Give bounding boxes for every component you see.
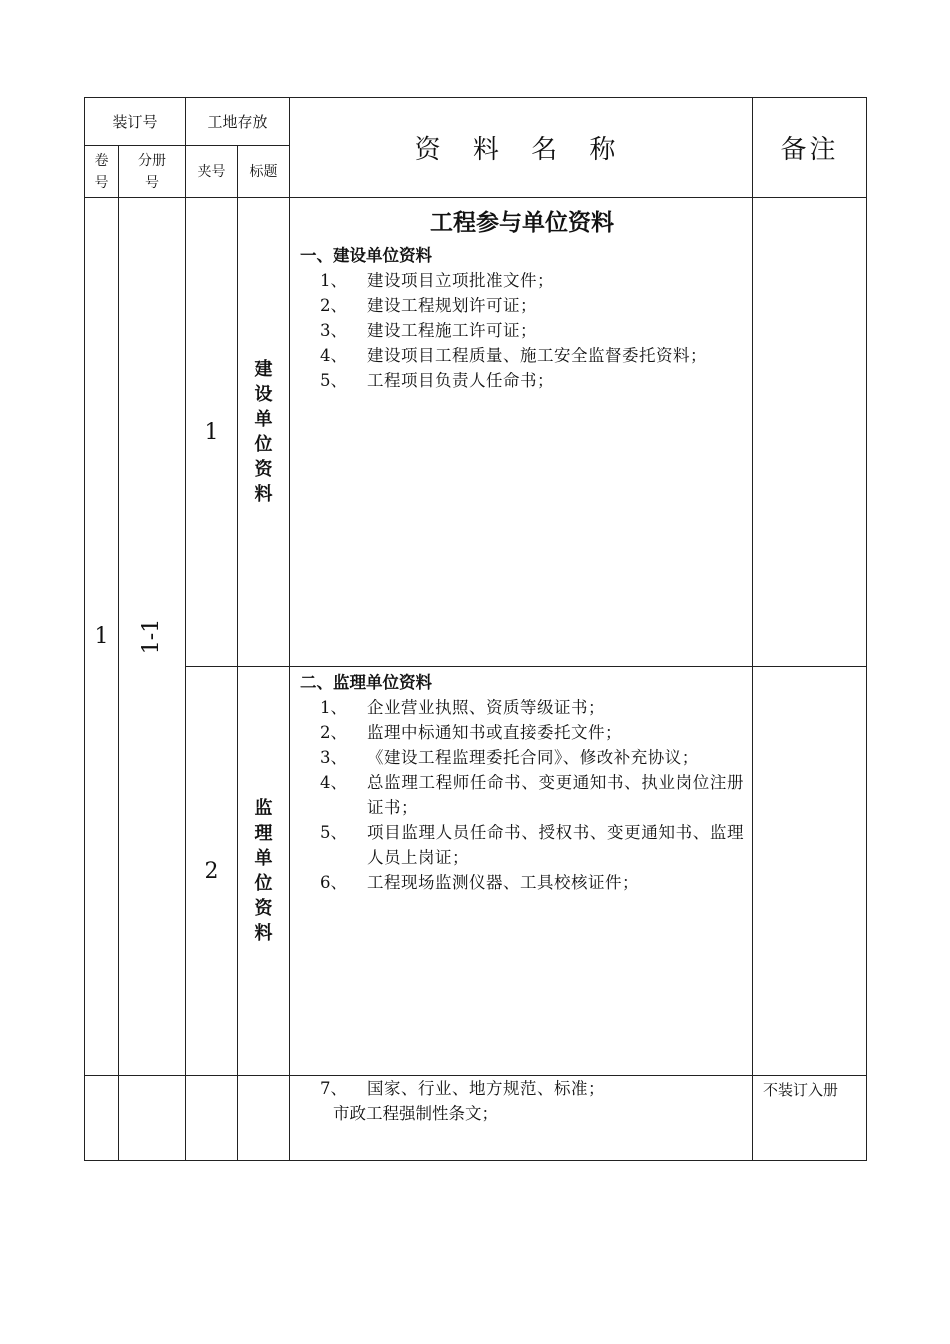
- section3-content: [290, 1076, 753, 1161]
- volume-number: 1: [85, 198, 119, 1076]
- empty-cell: [238, 1076, 290, 1161]
- volume-no-header: 卷号: [85, 146, 119, 198]
- label-header: 标题: [238, 146, 290, 198]
- list-item: 7、 国家、行业、地方规范、标准；: [320, 1079, 606, 1098]
- section2-content: [290, 667, 753, 1076]
- subvolume-number-cell: [119, 198, 186, 1076]
- list-item: 1、 企业营业执照、资质等级证书；: [320, 698, 606, 717]
- extra-line: 市政工程强制性条文；: [333, 1104, 499, 1123]
- doc-name-header: 资 料 名 称: [290, 98, 753, 198]
- list-item: 2、 建设工程规划许可证；: [320, 296, 538, 315]
- section1-label: 建设单位资料: [254, 359, 273, 505]
- subvolume-no-header: 分册号: [119, 146, 186, 198]
- list-item: 1、 建设项目立项批准文件；: [320, 271, 555, 290]
- binding-no-header: 装订号: [85, 98, 186, 146]
- list-item: 4、 建设项目工程质量、施工安全监督委托资料；: [320, 346, 708, 365]
- section1-heading: 一、建设单位资料: [300, 246, 433, 265]
- archive-ledger-table: [84, 97, 867, 1161]
- empty-cell: [119, 1076, 186, 1161]
- remark-cell-1: [753, 198, 867, 667]
- list-item: 5、 工程项目负责人任命书；: [320, 371, 555, 390]
- label-cell-1: [238, 198, 290, 667]
- list-item: 5、 项目监理人员任命书、授权书、变更通知书、监理人员上岗证；: [320, 823, 745, 867]
- section2-heading: 二、监理单位资料: [300, 673, 433, 692]
- folder-no-header: 夹号: [186, 146, 238, 198]
- site-storage-header: 工地存放: [186, 98, 290, 146]
- section2-label: 监理单位资料: [254, 798, 273, 944]
- main-title: 工程参与单位资料: [430, 210, 615, 236]
- section3-remark: 不装订入册: [753, 1076, 867, 1161]
- section1-content: [290, 198, 753, 667]
- empty-cell: [186, 1076, 238, 1161]
- list-item: 3、 建设工程施工许可证；: [320, 321, 538, 340]
- list-item: 4、 总监理工程师任命书、变更通知书、执业岗位注册证书；: [320, 773, 745, 817]
- list-item: 2、 监理中标通知书或直接委托文件；: [320, 723, 623, 742]
- remark-cell-2: [753, 667, 867, 1076]
- folder-number-1: 1: [186, 198, 238, 667]
- subvolume-number: 1-1: [139, 618, 165, 655]
- list-item: 3、 《建设工程监理委托合同》、修改补充协议；: [320, 748, 699, 767]
- folder-number-2: 2: [186, 667, 238, 1076]
- label-cell-2: [238, 667, 290, 1076]
- empty-cell: [85, 1076, 119, 1161]
- list-item: 6、 工程现场监测仪器、工具校核证件；: [320, 873, 640, 892]
- remark-header: 备注: [753, 98, 867, 198]
